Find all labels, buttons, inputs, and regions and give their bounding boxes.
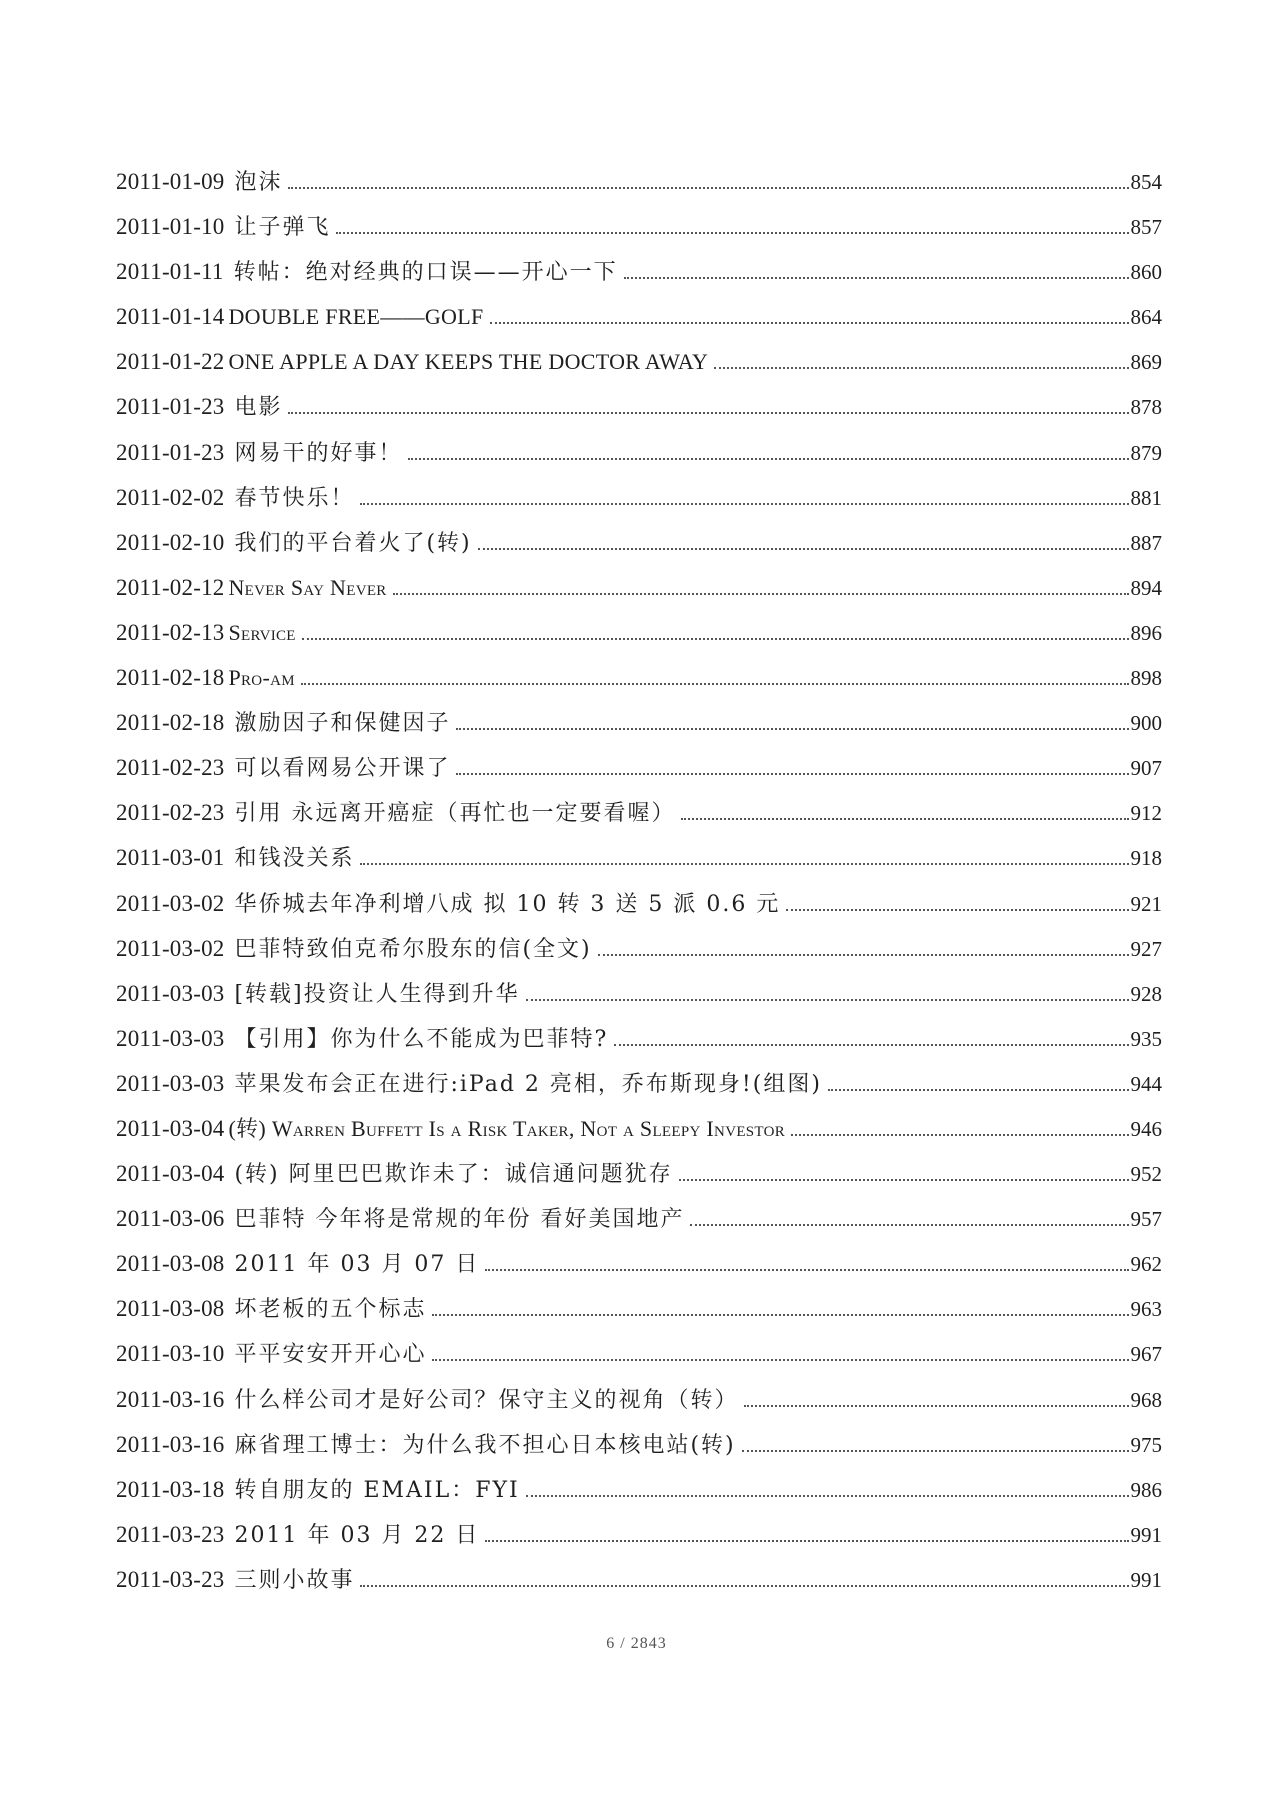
toc-entry-title: 【引用】你为什么不能成为巴菲特? [234,1026,609,1052]
toc-entry-title: 让子弹飞 [234,215,331,241]
toc-entry[interactable] [116,1517,1162,1562]
toc-entry-title: 转自朋友的 EMAIL：FYI [234,1477,520,1503]
toc-entry-date: 2011-01-14 [116,304,225,330]
toc-entry-title: DOUBLE FREE——GOLF [228,304,484,330]
dot-leader [485,1540,1128,1542]
dot-leader [360,1585,1128,1587]
toc-entry[interactable] [116,660,1162,705]
toc-entry-title: 平平安安开开心心 [234,1342,427,1368]
toc-entry[interactable] [116,525,1162,570]
toc-entry[interactable] [116,389,1162,434]
dot-leader [624,277,1129,279]
toc-entry[interactable] [116,1291,1162,1336]
toc-entry[interactable] [116,1066,1162,1111]
toc-entry-page-number: 944 [1130,1071,1162,1096]
toc-entry-title: 我们的平台着火了(转) [234,530,472,556]
toc-entry-date: 2011-03-23 [116,1566,225,1592]
toc-entry[interactable] [116,435,1162,480]
dot-leader [485,1269,1128,1271]
toc-entry-date: 2011-01-22 [116,349,225,375]
dot-leader [614,1044,1128,1046]
toc-entry-date: 2011-02-02 [116,484,225,510]
toc-entry[interactable] [116,1562,1162,1607]
toc-entry-title: 引用 永远离开癌症（再忙也一定要看喔） [234,801,676,827]
toc-entry-page-number: 869 [1130,350,1162,375]
toc-entry-date: 2011-03-16 [116,1431,225,1457]
toc-entry-page-number: 946 [1130,1116,1162,1141]
toc-entry-date: 2011-03-08 [116,1251,225,1277]
toc-entry-date: 2011-02-18 [116,710,225,736]
toc-entry-title: 可以看网易公开课了 [234,756,451,782]
toc-entry-title: 2011 年 03 月 22 日 [234,1522,480,1548]
toc-entry[interactable] [116,840,1162,885]
toc-entry-page-number: 881 [1130,485,1162,510]
page-number: 6 / 2843 [606,1635,667,1652]
toc-entry-title: (转) Warren Buffett Is a Risk Taker, Not a Sleepy Investor [228,1115,786,1141]
dot-leader [393,593,1129,595]
toc-entry-title: 巴菲特 今年将是常规的年份 看好美国地产 [234,1207,685,1233]
toc-entry-title: 春节快乐！ [234,485,355,511]
toc-entry[interactable] [116,750,1162,795]
toc-entry-page-number: 975 [1130,1432,1162,1457]
dot-leader [288,412,1128,414]
toc-entry-title: 和钱没关系 [234,846,355,872]
toc-entry-page-number: 907 [1130,756,1162,781]
toc-entry-page-number: 927 [1130,936,1162,961]
toc-entry-date: 2011-01-11 [116,259,224,285]
dot-leader [679,1179,1129,1181]
toc-entry[interactable] [116,480,1162,525]
toc-entry-title: 巴菲特致伯克希尔股东的信(全文) [234,936,592,962]
toc-entry-title: Pro-am [228,665,295,691]
toc-entry-page-number: 963 [1130,1297,1162,1322]
dot-leader [744,1405,1128,1407]
toc-entry-date: 2011-01-09 [116,169,225,194]
toc-entry-title: 电影 [234,395,283,421]
toc-entry-page-number: 864 [1130,305,1162,330]
dot-leader [302,638,1129,640]
toc-entry[interactable] [116,1246,1162,1291]
toc-entry-date: 2011-03-01 [116,845,225,871]
toc-entry-date: 2011-03-03 [116,1070,225,1096]
dot-leader [526,1495,1129,1497]
toc-entry-title: 转帖：绝对经典的口误——开心一下 [233,260,618,286]
toc-entry-date: 2011-03-16 [116,1386,225,1412]
toc-entry-date: 2011-02-23 [116,755,225,781]
dot-leader [714,367,1128,369]
toc-entry-page-number: 921 [1130,891,1162,916]
dot-leader [456,728,1128,730]
dot-leader [681,818,1128,820]
toc-entry-date: 2011-03-02 [116,890,225,916]
dot-leader [490,322,1129,324]
toc-entry-date: 2011-03-08 [116,1296,225,1322]
toc-entry-page-number: 860 [1130,260,1162,285]
toc-entry-date: 2011-03-02 [116,935,225,961]
toc-entry[interactable] [116,976,1162,1021]
toc-entry[interactable] [116,886,1162,931]
dot-leader [742,1450,1129,1452]
dot-leader [288,187,1128,189]
toc-entry-title: 泡沫 [234,170,283,195]
toc-entry-page-number: 898 [1130,666,1162,691]
toc-entry-page-number: 986 [1130,1477,1162,1502]
toc-entry[interactable] [116,615,1162,660]
toc-entry-title: 激励因子和保健因子 [234,711,451,737]
toc-entry-date: 2011-03-03 [116,980,225,1006]
toc-entry-title: ONE APPLE A DAY KEEPS THE DOCTOR AWAY [228,349,709,375]
toc-entry-title: 三则小故事 [234,1567,355,1593]
toc-entry[interactable] [116,1472,1162,1517]
toc-entry[interactable] [116,254,1162,299]
toc-entry-page-number: 967 [1130,1342,1162,1367]
toc-entry-page-number: 912 [1130,801,1162,826]
toc-entry-page-number: 991 [1130,1567,1162,1592]
toc-entry-page-number: 957 [1130,1207,1162,1232]
toc-entry-page-number: 896 [1130,620,1162,645]
toc-entry[interactable] [116,1201,1162,1246]
toc-entry-page-number: 894 [1130,575,1162,600]
toc-entry-page-number: 857 [1130,215,1162,240]
toc-entry-title: (转) 阿里巴巴欺诈未了：诚信通问题犹存 [234,1162,673,1188]
dot-leader [791,1134,1128,1136]
dot-leader [690,1224,1128,1226]
dot-leader [336,232,1128,234]
toc-entry-title: 华侨城去年净利增八成 拟 10 转 3 送 5 派 0.6 元 [234,891,781,917]
toc-entry-title: 苹果发布会正在进行:iPad 2 亮相，乔布斯现身!(组图) [234,1071,822,1097]
toc-entry[interactable] [116,795,1162,840]
toc-entry-date: 2011-03-04 [116,1115,225,1141]
toc-entry-title: Never Say Never [228,574,387,600]
toc-entry[interactable] [116,164,1162,209]
toc-entry-page-number: 952 [1130,1162,1162,1187]
toc-entry[interactable] [116,1382,1162,1427]
toc-entry[interactable] [116,570,1162,615]
toc-entry-date: 2011-03-23 [116,1521,225,1547]
toc-entry-date: 2011-03-10 [116,1341,225,1367]
toc-entry-date: 2011-03-03 [116,1025,225,1051]
toc-entry-page-number: 968 [1130,1387,1162,1412]
toc-entry-page-number: 991 [1130,1522,1162,1547]
toc-entry-page-number: 935 [1130,1026,1162,1051]
toc-entry-date: 2011-02-18 [116,665,225,691]
toc-entry[interactable] [116,299,1162,344]
toc-entry-title: 2011 年 03 月 07 日 [234,1252,480,1278]
toc-entry[interactable] [116,1336,1162,1381]
toc-entry-page-number: 878 [1130,395,1162,420]
dot-leader [408,458,1128,460]
toc-entry-page-number: 962 [1130,1252,1162,1277]
toc-entry[interactable] [116,1021,1162,1066]
dot-leader [526,999,1129,1001]
toc-entry[interactable] [116,344,1162,389]
dot-leader [301,683,1129,685]
toc-entry[interactable] [116,931,1162,976]
toc-entry[interactable] [116,705,1162,750]
toc-entry-date: 2011-02-13 [116,619,225,645]
toc-entry[interactable] [116,1156,1162,1201]
toc-entry-date: 2011-02-12 [116,574,225,600]
toc-entry-title: 什么样公司才是好公司？保守主义的视角（转） [234,1387,739,1413]
dot-leader [360,863,1128,865]
dot-leader [432,1314,1128,1316]
toc-entry-date: 2011-03-04 [116,1161,225,1187]
toc-entry-page-number: 887 [1130,530,1162,555]
dot-leader [598,954,1129,956]
toc-entry[interactable] [116,1427,1162,1472]
toc-entry-date: 2011-01-23 [116,439,225,465]
toc-entry-page-number: 900 [1130,711,1162,736]
toc-entry-date: 2011-03-18 [116,1476,225,1502]
toc-entry-page-number: 928 [1130,981,1162,1006]
toc-entry-page-number: 854 [1130,170,1162,194]
dot-leader [478,548,1129,550]
toc-entry-page-number: 918 [1130,846,1162,871]
toc-entry-title: [转载]投资让人生得到升华 [234,981,520,1007]
toc-entry-title: Service [228,619,296,645]
toc-entry[interactable] [116,1111,1162,1156]
toc-entry-date: 2011-02-23 [116,800,225,826]
toc-entry-title: 坏老板的五个标志 [234,1297,427,1323]
table-of-contents [116,164,1162,1607]
dot-leader [786,909,1128,911]
toc-entry-date: 2011-01-10 [116,214,225,240]
toc-entry-page-number: 879 [1130,440,1162,465]
dot-leader [456,773,1128,775]
toc-entry-date: 2011-01-23 [116,394,225,420]
dot-leader [828,1089,1129,1091]
toc-entry-title: 网易干的好事！ [234,440,403,466]
dot-leader [432,1359,1128,1361]
toc-entry-title: 麻省理工博士：为什么我不担心日本核电站(转) [234,1432,736,1458]
toc-entry[interactable] [116,209,1162,254]
toc-entry-date: 2011-03-06 [116,1206,225,1232]
dot-leader [360,503,1128,505]
toc-entry-date: 2011-02-10 [116,529,225,555]
